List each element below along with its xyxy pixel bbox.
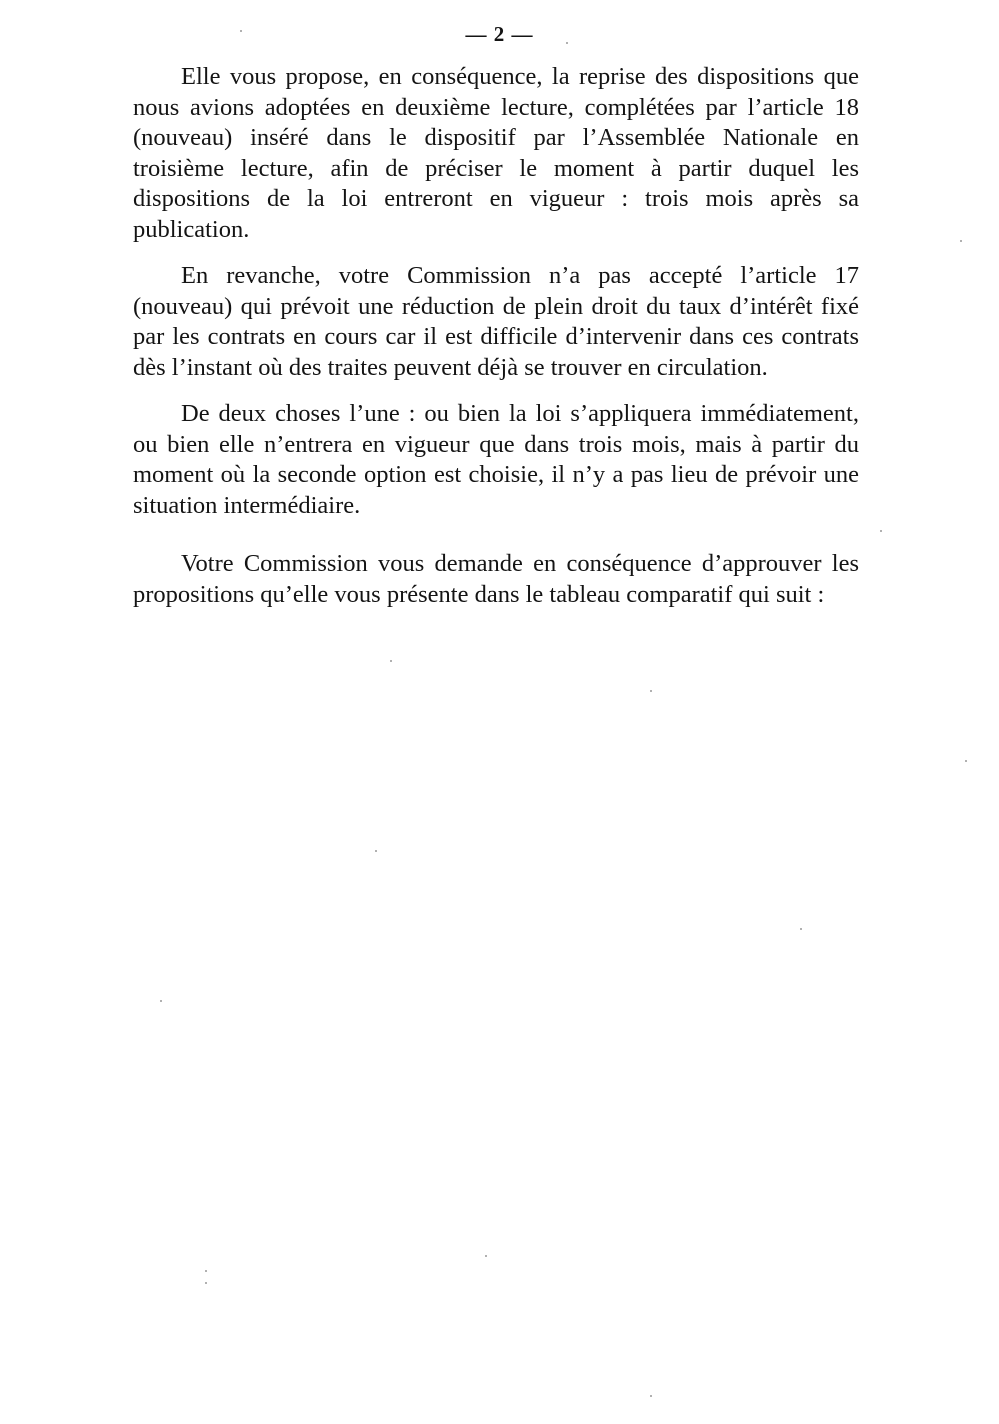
paragraph-3: De deux choses l’une : ou bien la loi s’appliquera immédiatement, ou bien elle n’entrera en vigueur que dans trois mois, mais à partir du moment où la seconde option est choisie, il n’y a pas lieu de prévoir une situation intermédiaire.: [133, 400, 859, 519]
paragraph-2: En revanche, votre Commission n’a pas accepté l’article 17 (nouveau) qui prévoit une réduction de plein droit du taux d’intérêt fixé par les contrats en cours car il est difficile d’intervenir dans ces contrats dès l’instant où des traites peuvent déjà se trouver en circulation.: [133, 262, 859, 381]
page-number: — 2 —: [465, 22, 534, 46]
scan-speck: [205, 1270, 207, 1272]
scan-speck: [650, 690, 652, 692]
scan-speck: [375, 850, 377, 852]
paragraph-4: Votre Commission vous demande en conséquence d’approuver les propositions qu’elle vous présente dans le tableau comparatif qui suit :: [133, 550, 859, 608]
paragraph-1: Elle vous propose, en conséquence, la reprise des dispositions que nous avions adoptées en deuxième lecture, complétées par l’article 18 (nouveau) inséré dans le dispositif par l’Assemblée Nationale en troisième lecture, afin de préciser le moment à partir duquel les dispositions de la loi entreront en vigueur : trois mois après sa publication.: [133, 63, 859, 243]
scan-speck: [965, 760, 967, 762]
scan-speck: [485, 1255, 487, 1257]
scan-speck: [390, 660, 392, 662]
scan-speck: [960, 240, 962, 242]
scan-speck: [880, 530, 882, 532]
scan-speck: [800, 928, 802, 930]
scan-speck: [566, 42, 568, 44]
scan-speck: [650, 1395, 652, 1397]
scan-speck: [160, 1000, 162, 1002]
scan-speck: [240, 30, 242, 32]
scan-speck: [205, 1282, 207, 1284]
document-body: [133, 62, 859, 626]
